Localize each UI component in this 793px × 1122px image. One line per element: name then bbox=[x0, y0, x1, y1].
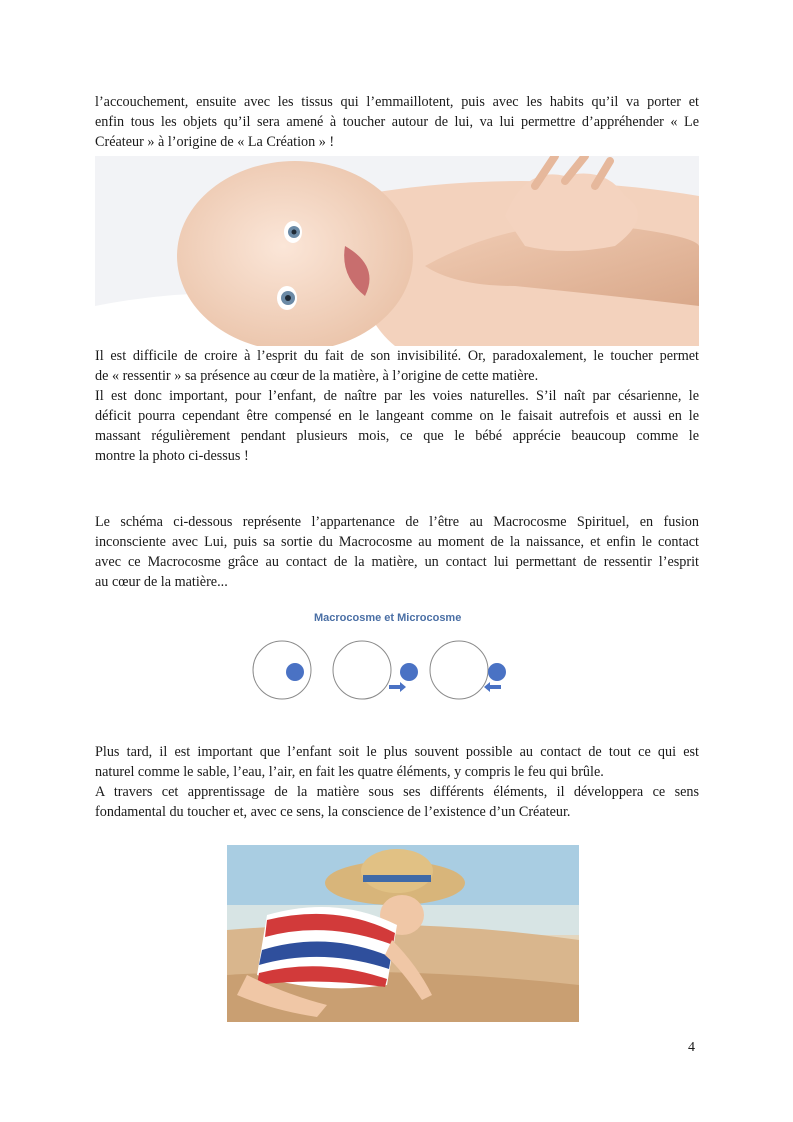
microcosme-dot bbox=[488, 663, 506, 681]
arrow-right-icon bbox=[389, 682, 406, 692]
microcosme-dot bbox=[400, 663, 418, 681]
diagram-title: Macrocosme et Microcosme bbox=[314, 612, 462, 624]
microcosme-dot bbox=[286, 663, 304, 681]
text-line: inconsciente avec Lui, puis sa sortie du Macrocosme au moment de la naissance, et enfin le contact bbox=[95, 534, 699, 550]
macrocosme-diagram bbox=[250, 602, 520, 712]
text-line: l’accouchement, ensuite avec les tissus qui l’emmaillotent, puis avec les habits qu’il va porter et bbox=[95, 94, 699, 110]
text-line: naturel comme le sable, l’eau, l’air, en fait les quatre éléments, y compris le feu qui brûle. bbox=[95, 764, 604, 780]
text-line: au cœur de la matière... bbox=[95, 574, 228, 590]
paragraph-1 bbox=[95, 92, 699, 152]
text-line: Créateur » à l’origine de « La Création » ! bbox=[95, 134, 335, 150]
paragraph-5 bbox=[95, 742, 699, 782]
text-line: Il est difficile de croire à l’esprit du fait de son invisibilité. Or, paradoxalement, le toucher permet bbox=[95, 348, 699, 364]
text-line: déficit pourra cependant être compensé en le langeant comme on le faisait autrefois et aussi en le bbox=[95, 408, 699, 424]
paragraph-6 bbox=[95, 782, 699, 822]
baby-massage-photo bbox=[95, 156, 699, 346]
text-line: fondamental du toucher et, avec ce sens, la conscience de l’existence d’un Créateur. bbox=[95, 804, 571, 820]
toddler-beach-photo bbox=[227, 845, 579, 1022]
text-line: Le schéma ci-dessous représente l’appartenance de l’être au Macrocosme Spirituel, en fusion bbox=[95, 514, 699, 530]
page-number: 4 bbox=[688, 1040, 695, 1055]
arrow-left-icon bbox=[484, 682, 501, 692]
text-line: massant régulièrement pendant plusieurs mois, ce que le bébé apprécie beaucoup comme le bbox=[95, 428, 699, 444]
paragraph-4 bbox=[95, 512, 699, 592]
macrocosme-circle bbox=[430, 641, 488, 699]
text-line: A travers cet apprentissage de la matière sous ses différents éléments, il développera ce sens bbox=[95, 784, 699, 800]
text-line: Plus tard, il est important que l’enfant soit le plus souvent possible au contact de tout ce qui est bbox=[95, 744, 699, 760]
text-line: Il est donc important, pour l’enfant, de naître par les voies naturelles. S’il naît par césarienne, le bbox=[95, 388, 699, 404]
text-line: enfin tous les objets qu’il sera amené à toucher autour de lui, va lui permettre d’appréhender « Le bbox=[95, 114, 699, 130]
text-line: de « ressentir » sa présence au cœur de la matière, à l’origine de cette matière. bbox=[95, 368, 539, 384]
text-line: montre la photo ci-dessus ! bbox=[95, 448, 249, 464]
paragraph-3 bbox=[95, 386, 699, 466]
text-line: avec ce Macrocosme grâce au contact de la matière, un contact lui permettant de ressentir l’esprit bbox=[95, 554, 699, 570]
paragraph-2 bbox=[95, 346, 699, 386]
macrocosme-circle bbox=[333, 641, 391, 699]
